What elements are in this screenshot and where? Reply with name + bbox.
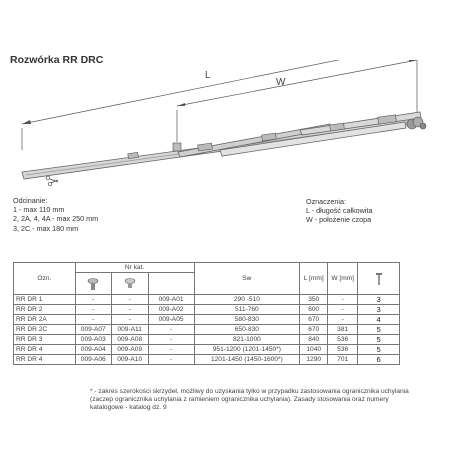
legend-notes-heading: Oznaczenia: xyxy=(306,197,346,206)
table-row: RR DR 3 009-A03 009-A08 - 821-1000 840 536 5 xyxy=(14,335,400,345)
cutting-notes-heading: Odcinanie: xyxy=(13,196,48,205)
table-row: RR DR 2C 009-A07 009-A11 - 650-830 670 381 5 xyxy=(14,325,400,335)
legend-note-line: W - położenie czopa xyxy=(306,215,372,225)
cutting-note-line: 3, 2C - max 180 mm xyxy=(13,223,79,233)
stay-arm-drawing xyxy=(0,60,452,200)
legend-notes xyxy=(306,197,372,225)
table-row: RR DR 1 - - 009-A01 290 -510 350 - 3 xyxy=(14,295,400,305)
cutting-note-line: 2, 2A, 4, 4A - max 250 mm xyxy=(13,214,99,224)
header-sw: Sw xyxy=(194,263,300,295)
header-kat-type-3 xyxy=(148,273,194,295)
cutting-note-line: 1 - max 110 mm xyxy=(13,205,65,215)
cutting-notes xyxy=(13,196,98,233)
bolt-head-icon xyxy=(87,277,99,291)
footnote: * - zakres szerokości skrzydeł, możliwy do uzyskania tylko w przypadku zastosowania ogranicznika uchylania (zaczep ogranicznika uchylania z ramieniem ogranicznika uchylania). Zasady stosowania oraz numery katalogowe - katalog dz. 9 xyxy=(90,388,409,411)
pin-icon xyxy=(373,272,385,286)
table-row: RR DR 4 009-A06 009-A10 - 1201-1450 (1450-1600*) 1290 701 6 xyxy=(14,355,400,365)
header-w: W [mm] xyxy=(328,263,358,295)
page-title: Rozwórka RR DRC xyxy=(10,54,104,66)
table-row: RR DR 4 009-A04 009-A09 - 951-1200 (1201-1450*) 1040 536 5 xyxy=(14,345,400,355)
bolt-head-icon xyxy=(124,277,136,291)
header-kat-type-2 xyxy=(111,273,148,295)
table-row: RR DR 2 - - 009-A02 511-760 600 - 3 xyxy=(14,305,400,315)
dim-label-W: W xyxy=(276,77,286,88)
table-row: RR DR 2A - - 009-A05 580-830 670 - 4 xyxy=(14,315,400,325)
legend-note-line: L - długość całkowita xyxy=(306,206,373,216)
dim-label-L: L xyxy=(205,70,211,81)
header-nr-kat: Nr kat. xyxy=(75,263,194,273)
header-l: L [mm] xyxy=(300,263,328,295)
spec-table xyxy=(13,262,400,365)
header-ozn: Ozn. xyxy=(14,263,76,295)
header-pin-count xyxy=(358,263,400,295)
header-kat-type-1 xyxy=(75,273,111,295)
